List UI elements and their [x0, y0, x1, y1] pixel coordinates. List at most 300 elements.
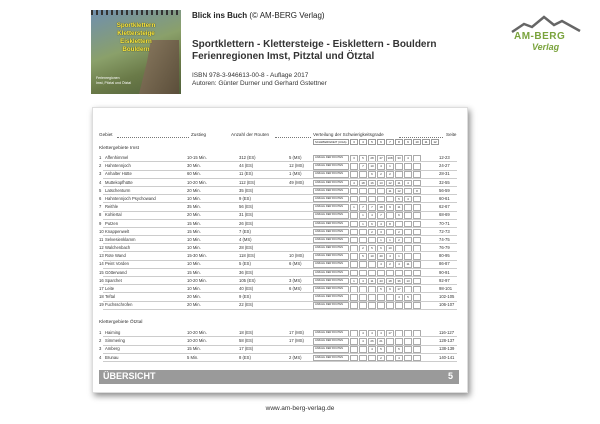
section-heading-imst: Klettergebiete Imst [99, 146, 139, 151]
grid-label: ANZAHL DER ROUTEN [313, 204, 349, 211]
row-page-range: 90-91 [439, 269, 450, 275]
row-page-range: 98-101 [439, 286, 453, 291]
column-header-row [99, 132, 457, 139]
row-approach-time: 20 Min. [187, 187, 201, 193]
grade-count-cell: 2 [359, 245, 367, 252]
grade-count-cell: 13 [404, 278, 412, 285]
footer-page-number: 5 [447, 371, 453, 381]
column-routen: Anzahl der Routen [231, 132, 270, 137]
row-multipitch-count: 49 (MS) [289, 179, 304, 185]
row-route-count: 312 (ES) [239, 155, 256, 160]
grid-label: ANZAHL DER ROUTEN [313, 270, 349, 277]
row-page-range: 140-141 [439, 354, 455, 360]
table-row [99, 329, 457, 337]
book-title-line2: Ferienregionen Imst, Pitztal und Ötztal [192, 51, 375, 62]
grid-label: ANZAHL DER ROUTEN [313, 229, 349, 236]
row-number: 9 [99, 220, 102, 226]
row-page-range: 116-127 [439, 330, 455, 335]
cover-title-line: Bouldern [122, 46, 150, 53]
grade-count-cell: 2 [386, 171, 394, 178]
row-page-range: 28-31 [439, 171, 450, 177]
table-row [99, 301, 457, 309]
grade-count-cell: 11 [395, 204, 403, 211]
row-number: 17 [99, 286, 104, 291]
grade-count-cell: 4 [368, 212, 376, 219]
grade-count-cell: 21 [377, 338, 385, 345]
grade-count-cell: 7 [359, 163, 367, 170]
row-multipitch-count: 2 (MS) [289, 354, 302, 360]
row-number: 11 [99, 236, 104, 242]
grade-cell: 6 [377, 139, 385, 145]
grade-count-cell: 28 [368, 155, 376, 162]
row-area-name: Peint Vorden [105, 261, 129, 267]
row-route-count: 56 (ES) [239, 204, 254, 210]
grade-count-cell: 8 [386, 221, 394, 228]
row-number: 19 [99, 302, 104, 308]
row-approach-time: 10-20 Min. [187, 330, 207, 335]
logo-text-line1: AM-BERG [514, 31, 566, 42]
grade-count-cell: 4 [377, 163, 385, 170]
grade-count-cell: 2 [395, 229, 403, 236]
grade-count-cell: 11 [395, 180, 403, 187]
row-number: 4 [99, 354, 102, 360]
grade-count-cell: 5 [368, 245, 376, 252]
grade-count-cell: 4 [395, 261, 403, 268]
column-seite: Seite [446, 132, 457, 137]
row-number: 1 [99, 330, 102, 335]
row-number: 13 [99, 253, 104, 259]
row-approach-time: 10-20 Min. [187, 338, 207, 344]
row-approach-time: 10-15 Min. [187, 155, 207, 160]
row-route-count: 31 (ES) [239, 212, 254, 218]
row-area-name: Amberg [105, 346, 120, 352]
table-row [99, 345, 457, 353]
grade-count-cell: 10 [386, 245, 394, 252]
grade-count-cell: 2 [386, 261, 394, 268]
section-heading-oetztal: Klettergebiete Ötztal [99, 320, 143, 325]
grid-label: ANZAHL DER ROUTEN [313, 330, 349, 337]
cover-subtitle-line: Ferienregionen [96, 76, 120, 80]
grid-label: ANZAHL DER ROUTEN [313, 261, 349, 268]
row-route-count: 7 (ES) [239, 228, 251, 234]
table-row [99, 277, 457, 285]
row-number: 15 [99, 269, 104, 275]
grade-count-cell: 4 [386, 253, 394, 260]
row-route-count: 44 (ES) [239, 163, 254, 169]
row-approach-time: 20 Min. [187, 294, 201, 300]
row-area-name: Rote Wand [105, 253, 126, 259]
grade-count-cell: 18 [386, 278, 394, 285]
grade-count-cell: 1 [350, 278, 358, 285]
grade-count-cell: 2 [377, 355, 385, 362]
row-route-count: 11 (ES) [239, 171, 253, 177]
footer-title: ÜBERSICHT [103, 371, 156, 381]
grid-label: ANZAHL DER ROUTEN [313, 346, 349, 353]
grade-count-cell: 16 [368, 180, 376, 187]
grade-count-cell: 5 [359, 155, 367, 162]
grade-count-cell: 3 [350, 155, 358, 162]
grade-count-cell: 11 [386, 188, 394, 195]
row-page-range: 24-27 [439, 163, 450, 169]
grade-cell: 7 [386, 139, 394, 145]
row-multipitch-count: 12 (MS) [289, 163, 304, 169]
row-route-count: 40 (ES) [239, 286, 254, 291]
grade-count-cell: 5 [395, 196, 403, 203]
grid-label: ANZAHL DER ROUTEN [313, 338, 349, 345]
row-page-range: 68-69 [439, 212, 450, 218]
row-route-count: 112 (ES) [239, 179, 256, 185]
row-divider [103, 361, 457, 362]
table-row [99, 269, 457, 277]
grade-cell: 10 [413, 139, 421, 145]
row-area-name: Putzen [105, 220, 119, 226]
grade-count-cell: 6 [368, 221, 376, 228]
publisher-url[interactable]: www.am-berg-verlag.de [265, 405, 335, 412]
row-page-range: 74-75 [439, 236, 450, 242]
grade-count-cell: 1 [386, 237, 394, 244]
row-area-name: Reithle [105, 204, 119, 210]
row-number: 3 [99, 171, 102, 177]
row-area-name: Muttekopfhütte [105, 179, 133, 185]
row-area-name: Selvesienklamm [105, 236, 136, 242]
grade-count-cell: 3 [377, 229, 385, 236]
grade-count-cell: 4 [404, 196, 412, 203]
grade-count-cell: 2 [377, 171, 385, 178]
grade-cell: 4 [359, 139, 367, 145]
row-approach-time: 60 Min. [187, 171, 201, 177]
book-page-preview [92, 107, 468, 393]
row-approach-time: 15 Min. [187, 346, 201, 352]
row-area-name: Kohlertal [105, 212, 122, 218]
row-page-range: 138-139 [439, 346, 455, 352]
row-multipitch-count: 3 (MS) [289, 277, 302, 283]
table-row [99, 252, 457, 260]
row-approach-time: 10 Min. [187, 195, 201, 201]
grade-count-cell: 1 [359, 212, 367, 219]
table-row [99, 260, 457, 268]
grade-count-cell: 4 [368, 330, 376, 337]
row-route-count: 105 (ES) [239, 277, 256, 283]
row-route-count: 9 (ES) [239, 195, 251, 201]
table-row [99, 179, 457, 187]
row-page-range: 70-71 [439, 220, 450, 226]
logo-text-line2: Verlag [532, 42, 560, 52]
row-area-name: Haiming [105, 330, 121, 335]
row-route-count: 17 (ES) [239, 346, 254, 352]
row-approach-time: 10-20 Min. [187, 179, 207, 185]
row-multipitch-count: 6 (MS) [289, 261, 302, 267]
row-page-range: 106-107 [439, 302, 455, 308]
grid-label: ANZAHL DER ROUTEN [313, 253, 349, 260]
authors-text: Autoren: Günter Durner und Gerhard Gstettner [192, 80, 327, 87]
row-route-count: 9 (ES) [239, 294, 251, 300]
table-row [99, 154, 457, 162]
row-number: 8 [99, 212, 102, 218]
grid-label: ANZAHL DER ROUTEN [313, 212, 349, 219]
row-approach-time: 15 Min. [187, 220, 201, 226]
grade-count-cell: 1 [359, 221, 367, 228]
table-row [99, 220, 457, 228]
grade-legend-label: SCHWIERIGKEIT (UIAA) [313, 139, 349, 145]
grade-count-cell: 4 [377, 221, 385, 228]
row-page-range: 72-73 [439, 228, 450, 234]
row-area-name: Hahntennjoch Psychowand [105, 195, 156, 201]
row-approach-time: 20 Min. [187, 212, 201, 218]
table-row [99, 337, 457, 345]
cover-title-line: Eisklettern [120, 38, 152, 45]
table-row [99, 293, 457, 301]
grade-legend [313, 139, 439, 144]
grade-count-cell: 36 [395, 278, 403, 285]
row-area-name: Teftal [105, 294, 116, 300]
grade-count-cell: 5 [395, 346, 403, 353]
grade-count-cell: 1 [386, 163, 394, 170]
grid-label: ANZAHL DER ROUTEN [313, 171, 349, 178]
row-number: 4 [99, 179, 102, 185]
row-page-range: 102-105 [439, 294, 455, 300]
row-route-count: 5 (ES) [239, 261, 251, 267]
row-approach-time: 35 Min. [187, 204, 201, 210]
grade-count-cell: 4 [359, 330, 367, 337]
row-route-count: 35 (ES) [239, 187, 254, 193]
row-multipitch-count: 5 (MS) [289, 155, 302, 160]
grade-count-cell: 5 [359, 253, 367, 260]
row-route-count: 18 (ES) [239, 330, 254, 335]
grade-count-cell: 18 [359, 180, 367, 187]
book-cover-image [91, 10, 181, 94]
row-divider [103, 309, 457, 310]
row-number: 6 [99, 195, 102, 201]
grade-count-cell: 1 [395, 253, 403, 260]
row-number: 16 [99, 277, 104, 283]
row-number: 12 [99, 245, 104, 251]
grade-count-cell: 9 [386, 286, 394, 293]
cover-title-line: Klettersteige [117, 30, 155, 37]
row-number: 1 [99, 155, 102, 160]
row-approach-time: 10 Min. [187, 286, 201, 291]
book-title [192, 39, 437, 63]
grade-count-cell: 13 [377, 180, 385, 187]
row-area-name: Anhalter Hütte [105, 171, 132, 177]
grid-label: ANZAHL DER ROUTEN [313, 286, 349, 293]
row-number: 2 [99, 338, 102, 344]
grade-count-cell: 6 [368, 171, 376, 178]
grade-count-cell: 4 [350, 180, 358, 187]
grid-label: ANZAHL DER ROUTEN [313, 155, 349, 162]
row-area-name: Brunau [105, 354, 119, 360]
row-route-count: 118 (ES) [239, 253, 256, 259]
row-approach-time: 10 Min. [187, 261, 201, 267]
row-page-range: 128-137 [439, 338, 455, 344]
table-row [99, 244, 457, 252]
grade-count-cell: 7 [368, 204, 376, 211]
row-route-count: 4 (MS) [239, 236, 252, 242]
row-page-range: 32-55 [439, 179, 450, 185]
row-area-name: Sparchet [105, 277, 122, 283]
row-route-count: 22 (ES) [239, 302, 254, 308]
grade-cell: 11 [422, 139, 430, 145]
row-area-name: Walchenbach [105, 245, 131, 251]
cover-subtitle-line: Imst, Pitztal und Ötztal [96, 80, 132, 85]
table-oetztal [99, 329, 457, 362]
blick-prefix: Blick ins Buch [192, 11, 248, 20]
grade-count-cell: 11 [404, 261, 412, 268]
grade-count-cell: 26 [368, 338, 376, 345]
grade-count-cell: 17 [386, 330, 394, 337]
column-gebiet: Gebiet [99, 132, 113, 137]
row-page-range: 56-59 [439, 187, 450, 193]
blick-ins-buch-heading [192, 11, 325, 20]
row-number: 7 [99, 204, 102, 210]
row-area-name: Affenhimmel [105, 155, 129, 160]
table-imst [99, 154, 457, 310]
row-route-count: 36 (ES) [239, 269, 254, 275]
publisher-logo [510, 14, 582, 54]
grade-count-cell: 6 [395, 212, 403, 219]
grid-label: ANZAHL DER ROUTEN [313, 188, 349, 195]
table-row [99, 195, 457, 203]
grade-count-cell: 9 [386, 204, 394, 211]
row-area-name: Leite [105, 286, 115, 291]
grade-count-cell: 40 [377, 253, 385, 260]
grade-count-cell: 4 [395, 355, 403, 362]
row-number: 2 [99, 163, 102, 169]
row-multipitch-count: 10 (MS) [289, 253, 304, 259]
grade-count-cell: 47 [377, 155, 385, 162]
row-number: 14 [99, 261, 104, 267]
grade-cell: 12 [431, 139, 439, 145]
grid-label: ANZAHL DER ROUTEN [313, 180, 349, 187]
row-area-name: Latschenturm [105, 187, 131, 193]
row-area-name: Götterwand [105, 269, 127, 275]
row-approach-time: 10-20 Min. [187, 277, 207, 283]
grade-cell: 3 [350, 139, 358, 145]
row-multipitch-count: 1 (MS) [289, 171, 302, 177]
cover-title-line: Sportklettern [116, 22, 156, 29]
row-page-range: 62-67 [439, 204, 450, 210]
grade-count-cell: 4 [368, 346, 376, 353]
grade-count-cell: 5 [404, 294, 412, 301]
row-approach-time: 15 Min. [187, 228, 201, 234]
row-route-count: 28 (ES) [239, 245, 254, 251]
row-approach-time: 15-30 Min. [187, 253, 207, 259]
grade-count-cell: 12 [386, 180, 394, 187]
column-verteilung: Verteilung der Schwierigkeitsgrade [313, 132, 384, 137]
grade-count-cell: 11 [368, 278, 376, 285]
grade-count-cell: 4 [377, 330, 385, 337]
row-area-name: Hahntennjoch [105, 163, 131, 169]
table-row [99, 162, 457, 170]
grid-label: ANZAHL DER ROUTEN [313, 163, 349, 170]
table-row [99, 211, 457, 219]
grade-count-cell: 1 [377, 237, 385, 244]
row-page-range: 80-95 [439, 253, 450, 259]
grade-count-cell: 43 [377, 278, 385, 285]
cover-spiral-binding [91, 10, 181, 15]
row-multipitch-count: 6 (MS) [289, 286, 302, 291]
row-area-name: Knappenwelt [105, 228, 130, 234]
row-page-range: 60-61 [439, 195, 450, 201]
grade-count-cell: 6 [377, 245, 385, 252]
cover-subtitle [96, 76, 156, 85]
row-page-range: 12-23 [439, 155, 450, 160]
book-meta [192, 72, 327, 88]
table-row [99, 228, 457, 236]
grade-cell: 9 [404, 139, 412, 145]
row-approach-time: 30 Min. [187, 163, 201, 169]
row-number: 10 [99, 228, 104, 234]
grid-label: ANZAHL DER ROUTEN [313, 294, 349, 301]
row-multipitch-count: 17 (MS) [289, 330, 304, 335]
row-number: 18 [99, 294, 104, 300]
table-row [99, 285, 457, 293]
row-page-range: 76-79 [439, 245, 450, 251]
grade-count-cell: 33 [395, 155, 403, 162]
grade-count-cell: 8 [413, 188, 421, 195]
grade-count-cell: 4 [404, 155, 412, 162]
grid-label: ANZAHL DER ROUTEN [313, 245, 349, 252]
grade-count-cell: 4 [404, 180, 412, 187]
row-page-range: 86-87 [439, 261, 450, 267]
grade-count-cell: 108 [387, 156, 393, 160]
grade-count-cell: 1 [350, 204, 358, 211]
grid-label: ANZAHL DER ROUTEN [313, 237, 349, 244]
grade-count-cell: 10 [368, 163, 376, 170]
grade-count-cell: 2 [368, 229, 376, 236]
grade-count-cell: 10 [368, 253, 376, 260]
row-approach-time: 10 Min. [187, 236, 201, 242]
row-number: 3 [99, 346, 102, 352]
grid-label: ANZAHL DER ROUTEN [313, 278, 349, 285]
row-area-name: Fuchsschrofen [105, 302, 133, 308]
grade-count-cell: 12 [395, 188, 403, 195]
blick-suffix: (© AM-BERG Verlag) [247, 11, 325, 20]
table-row [99, 236, 457, 244]
row-route-count: 26 (ES) [239, 220, 254, 226]
grade-count-cell: 4 [377, 261, 385, 268]
book-title-line1: Sportklettern - Klettersteige - Eisklettern - Bouldern [192, 39, 437, 50]
table-row [99, 203, 457, 211]
grade-count-cell: 17 [395, 286, 403, 293]
row-route-count: 8 (ES) [239, 354, 251, 360]
grade-cell: 5 [368, 139, 376, 145]
column-zustieg: Zustieg [191, 132, 207, 137]
table-row [99, 170, 457, 178]
table-row [99, 354, 457, 362]
row-approach-time: 10 Min. [187, 245, 201, 251]
grade-count-cell: 18 [377, 204, 385, 211]
row-area-name: Simmering [105, 338, 126, 344]
row-number: 5 [99, 187, 102, 193]
grade-count-cell: 7 [359, 204, 367, 211]
grade-count-cell: 4 [395, 294, 403, 301]
row-page-range: 92-97 [439, 277, 450, 283]
grade-count-cell: 2 [395, 237, 403, 244]
grade-cell: 8 [395, 139, 403, 145]
row-route-count: 58 (ES) [239, 338, 254, 344]
grade-count-cell: 5 [377, 346, 385, 353]
grid-label: ANZAHL DER ROUTEN [313, 196, 349, 203]
grid-label: ANZAHL DER ROUTEN [313, 355, 349, 362]
row-approach-time: 5 Min. [187, 354, 199, 360]
table-row [99, 187, 457, 195]
row-approach-time: 15 Min. [187, 269, 201, 275]
page-footer-bar [99, 370, 459, 384]
grid-label: ANZAHL DER ROUTEN [313, 221, 349, 228]
row-approach-time: 20 Min. [187, 302, 201, 308]
isbn-text: ISBN 978-3-946613-00-8 - Auflage 2017 [192, 72, 309, 79]
row-multipitch-count: 17 (MS) [289, 338, 304, 344]
